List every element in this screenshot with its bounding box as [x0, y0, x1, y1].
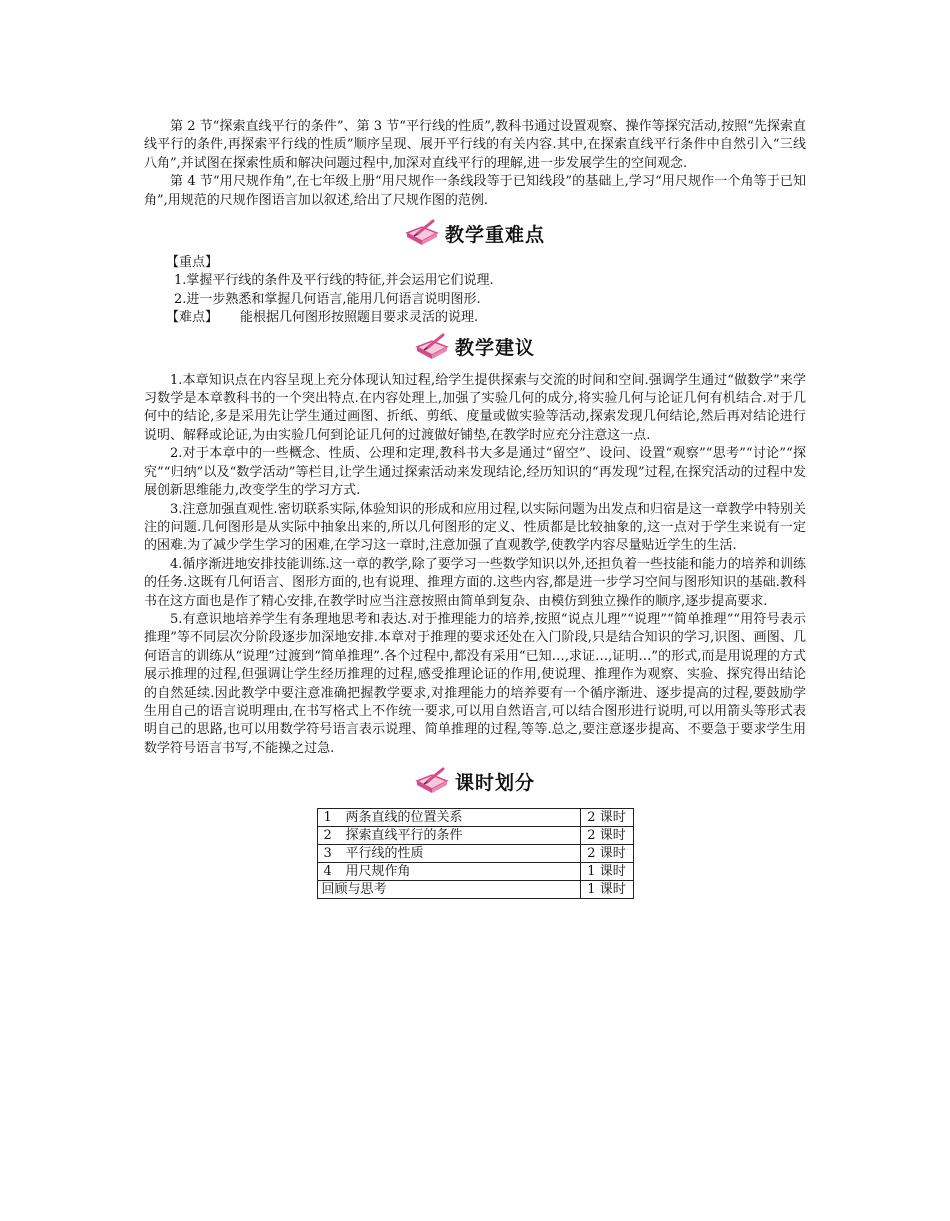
suggestions-body [144, 372, 806, 759]
lesson-name: 平行线的性质 [345, 846, 424, 862]
pen-notebook-icon [405, 219, 439, 247]
suggestion-paragraph: 2.对于本章中的一些概念、性质、公理和定理,教科书大多是通过“留空”、设问、设置“观察”“思考”“讨论”“探究”“归纳”以及“数学活动”等栏目,让学生通过探索活动来发现结论,经历知识的“再发现”过程,在探究活动的过程中发展创新思维能力,改变学生的学习方式. [144, 446, 806, 499]
table-row [317, 809, 633, 827]
difficulty-label: 【难点】 [166, 310, 219, 326]
intro-paragraph-2: 第 4 节“用尺规作角”,在七年级上册“用尺规作一条线段等于已知线段”的基础上,学习“用尺规作一个角等于已知角”,用规范的尺规作图语言加以叙述,给出了尺规作图的范例. [144, 174, 806, 208]
lesson-hours: 2 课时 [580, 809, 633, 827]
schedule-table [317, 808, 634, 899]
lesson-name: 探索直线平行的条件 [345, 828, 463, 844]
page-content [144, 118, 806, 899]
lesson-name: 回顾与思考 [321, 882, 387, 898]
section-heading-difficulty [144, 216, 806, 250]
focus-item: 2.进一步熟悉和掌握几何语言,能用几何语言说明图形. [174, 291, 481, 307]
table-row [317, 845, 633, 863]
lesson-hours: 1 课时 [580, 881, 633, 899]
pen-notebook-icon [415, 333, 449, 361]
lesson-name: 用尺规作角 [345, 864, 411, 880]
suggestion-paragraph: 5.有意识地培养学生有条理地思考和表达.对于推理能力的培养,按照“说点儿理”“说理”“简单推理”“用符号表示推理”等不同层次分阶段逐步加深地安排.本章对于推理的要求还处在入门阶段,只是结合知识的学习,识图、画图、几何语言的训练从“说理”过渡到“简单推理”.各个过程中,都没有采用“已知…,求证…,证明…”的形式,而是用说理的方式展示推理的过程,但强调让学生经历推理的过程,感受推理论证的作用,使说理、推理作为观察、实验、探究得出结论的自然延续.因此教学中要注意准确把握教学要求,对推理能力的培养要有一个循序渐进、逐步提高的过程,要鼓励学生用自己的语言说明理由,在书写格式上不作统一要求,可以用自然语言,可以结合图形进行说明,可以用箭头等形式表明自己的思路,也可以用数学符号语言表示说理、简单推理的过程,等等.总之,要注意逐步提高、不要急于要求学生用数学符号语言书写,不能操之过急. [144, 611, 806, 756]
table-row [317, 827, 633, 845]
intro-paragraph-1: 第 2 节“探索直线平行的条件”、第 3 节“平行线的性质”,教科书通过设置观察、操作等探究活动,按照“先探索直线平行的条件,再探索平行线的性质”顺序呈现、展开平行线的有关内容.其中,在探索直线平行条件中自然引入“三线八角”,并试图在探索性质和解决问题过程中,加深对直线平行的理解,进一步发展学生的空间观念. [144, 119, 806, 171]
lesson-number: 2 [323, 828, 332, 844]
suggestion-paragraph: 4.循序渐进地安排技能训练.这一章的教学,除了要学习一些数学知识以外,还担负着一些技能和能力的培养和训练的任务.这既有几何语言、图形方面的,也有说理、推理方面的.这些内容,都是进一步学习空间与图形知识的基础.教科书在这方面也是作了精心安排,在教学时应当注意按照由简单到复杂、由模仿到独立操作的顺序,逐步提高要求. [144, 556, 806, 609]
key-points [144, 254, 806, 328]
focus-label: 【重点】 [166, 255, 219, 271]
lesson-name: 两条直线的位置关系 [345, 810, 463, 826]
suggestion-paragraph: 3.注意加强直观性.密切联系实际,体验知识的形成和应用过程,以实际问题为出发点和归宿是这一章教学中特别关注的问题.几何图形是从实际中抽象出来的,所以几何图形的定义、性质都是比较抽象的,这一点对于学生来说有一定的困难.为了减少学生学习的困难,在学习这一章时,注意加强了直观教学,使教学内容尽量贴近学生的生活. [144, 501, 806, 554]
lesson-number: 3 [323, 846, 332, 862]
lesson-hours: 1 课时 [580, 863, 633, 881]
lesson-hours: 2 课时 [580, 845, 633, 863]
difficulty-line [144, 309, 806, 327]
section-title: 教学建议 [454, 337, 535, 360]
lesson-hours: 2 课时 [580, 827, 633, 845]
section-heading-schedule [144, 764, 806, 798]
section-title: 课时划分 [454, 771, 535, 794]
lesson-number: 4 [323, 864, 332, 880]
section-title: 教学重难点 [444, 223, 545, 246]
lesson-number: 1 [323, 810, 332, 826]
table-row [317, 863, 633, 881]
section-heading-suggestions [144, 330, 806, 364]
focus-item: 1.掌握平行线的条件及平行线的特征,并会运用它们说理. [174, 273, 494, 289]
suggestion-paragraph: 1.本章知识点在内容呈现上充分体现认知过程,给学生提供探索与交流的时间和空间.强调学生通过“做数学”来学习数学是本章教科书的一个突出特点.在内容处理上,加强了实验几何的成分,将实验几何与论证几何有机结合.对于几何中的结论,多是采用先让学生通过画图、折纸、剪纸、度量或做实验等活动,探索发现几何结论,然后再对结论进行说明、解释或论证,为由实验几何到论证几何的过渡做好铺垫,在教学时应充分注意这一点. [144, 372, 806, 443]
difficulty-text: 能根据几何图形按照题目要求灵活的说理. [240, 310, 479, 326]
pen-notebook-icon [415, 767, 449, 795]
table-row [317, 881, 633, 899]
